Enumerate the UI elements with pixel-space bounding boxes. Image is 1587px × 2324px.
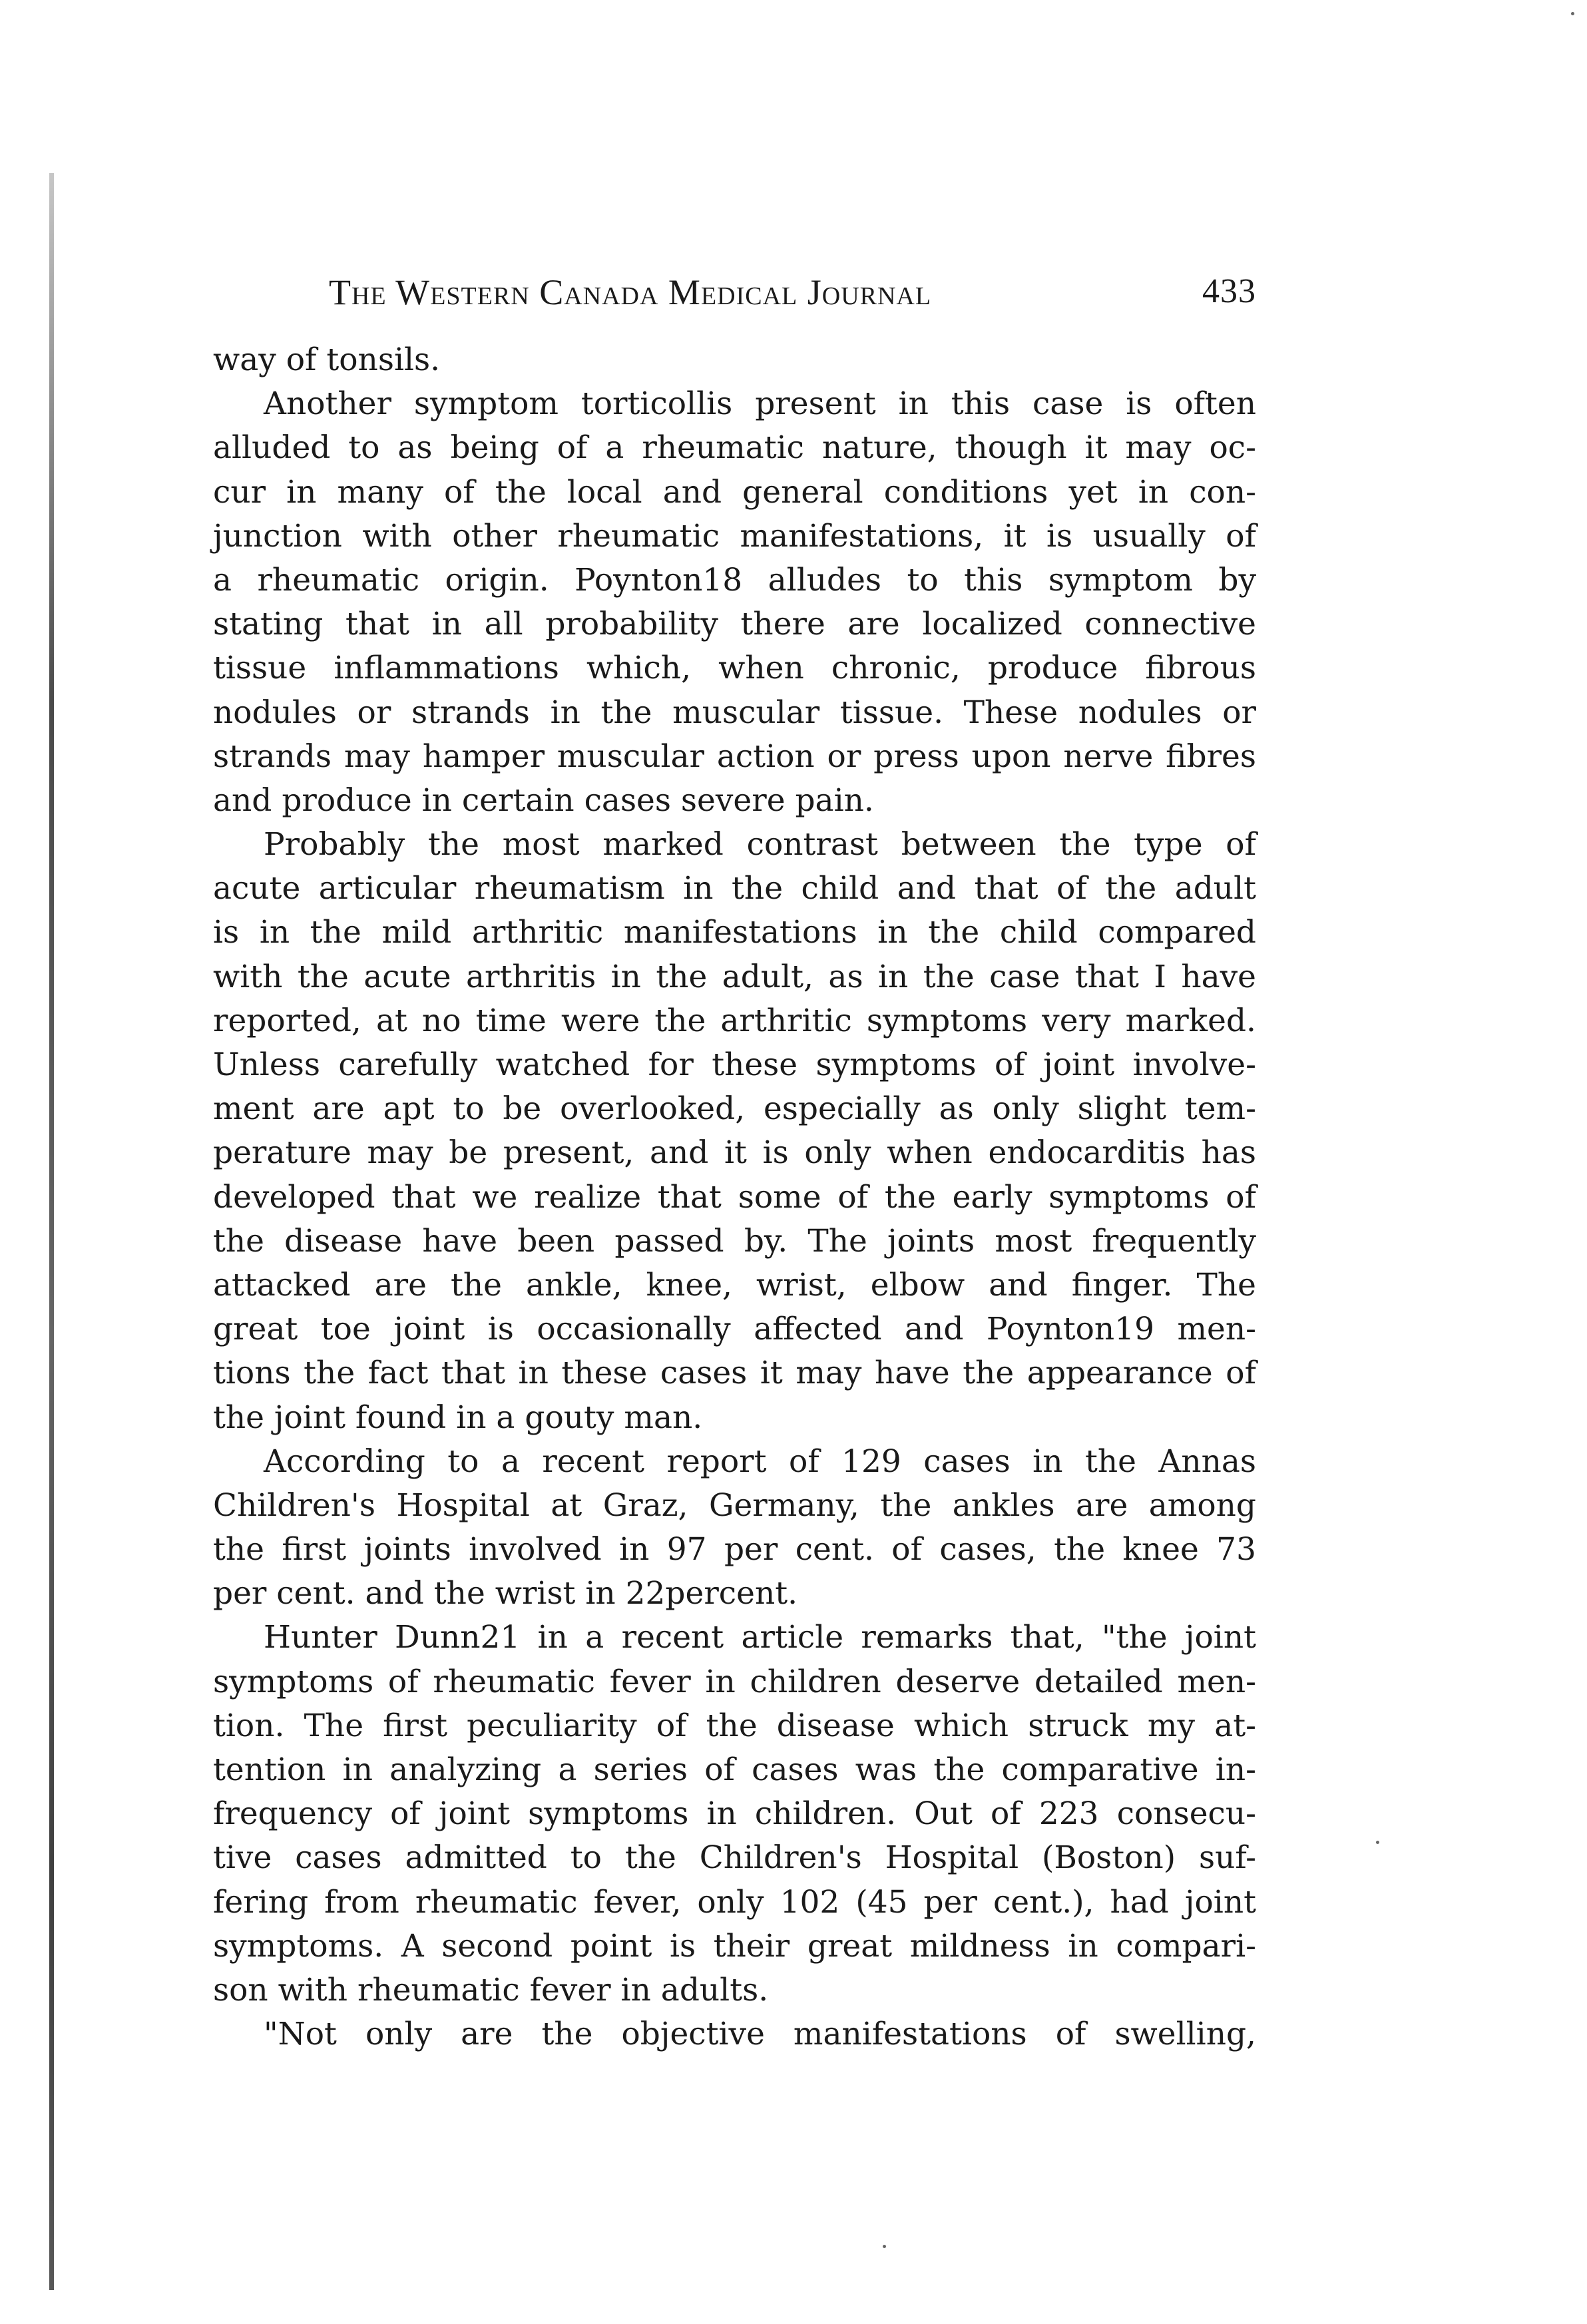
text-line: ment are apt to be overlooked, especially as only slight tem- xyxy=(213,1090,1256,1128)
text-line: tion. The first peculiarity of the disease which struck my at- xyxy=(213,1707,1256,1744)
text-line: Children's Hospital at Graz, Germany, the ankles are among xyxy=(213,1487,1256,1524)
page-number: 433 xyxy=(1202,272,1256,310)
text-line: perature may be present, and it is only when endocarditis has xyxy=(213,1134,1256,1172)
text-line: acute articular rheumatism in the child and that of the adult xyxy=(213,870,1256,907)
text-line: tention in analyzing a series of cases was the comparative in- xyxy=(213,1751,1256,1788)
text-line: Probably the most marked contrast between the type of xyxy=(264,826,1256,863)
text-line: frequency of joint symptoms in children. Out of 223 consecu- xyxy=(213,1795,1256,1833)
text-line: reported, at no time were the arthritic symptoms very marked. xyxy=(213,1002,1256,1039)
scan-binding-edge xyxy=(49,173,54,2290)
text-line: is in the mild arthritic manifestations in the child compared xyxy=(213,914,1256,951)
text-line: the first joints involved in 97 per cent. of cases, the knee 73 xyxy=(213,1531,1256,1568)
text-line: per cent. and the wrist in 22percent. xyxy=(213,1575,798,1612)
text-line: alluded to as being of a rheumatic nature, though it may oc- xyxy=(213,429,1256,467)
text-line: son with rheumatic fever in adults. xyxy=(213,1971,769,2008)
text-line: According to a recent report of 129 cases in the Annas xyxy=(264,1443,1256,1480)
text-line: "Not only are the objective manifestations of swelling, xyxy=(264,2016,1256,2053)
text-line: symptoms of rheumatic fever in children deserve detailed men- xyxy=(213,1663,1256,1700)
text-line: attacked are the ankle, knee, wrist, elbow and finger. The xyxy=(213,1266,1256,1303)
text-line: great toe joint is occasionally affected and Poynton19 men- xyxy=(213,1311,1256,1348)
scan-speck xyxy=(1571,12,1574,15)
text-line: and produce in certain cases severe pain. xyxy=(213,782,874,819)
text-line: tions the fact that in these cases it may have the appearance of xyxy=(213,1355,1256,1392)
text-line: tissue inflammations which, when chronic, produce fibrous xyxy=(213,650,1256,687)
text-line: junction with other rheumatic manifestations, it is usually of xyxy=(213,517,1256,555)
text-line: nodules or strands in the muscular tissue. These nodules or xyxy=(213,694,1256,731)
text-line: the joint found in a gouty man. xyxy=(213,1399,703,1436)
running-header xyxy=(329,272,1256,325)
scan-speck xyxy=(1376,1841,1379,1844)
text-line: Another symptom torticollis present in this case is often xyxy=(264,385,1256,423)
text-line: fering from rheumatic fever, only 102 (45 per cent.), had joint xyxy=(213,1883,1256,1921)
running-title: The Western Canada Medical Journal xyxy=(329,272,932,312)
text-line: with the acute arthritis in the adult, as in the case that I have xyxy=(213,958,1256,995)
text-line: way of tonsils. xyxy=(213,342,441,378)
text-line: stating that in all probability there are localized connective xyxy=(213,606,1256,643)
text-line: a rheumatic origin. Poynton18 alludes to this symptom by xyxy=(213,561,1256,598)
text-line: Unless carefully watched for these symptoms of joint involve- xyxy=(213,1046,1256,1083)
text-line: strands may hamper muscular action or press upon nerve fibres xyxy=(213,738,1256,775)
text-line: symptoms. A second point is their great mildness in compari- xyxy=(213,1927,1256,1965)
body-text xyxy=(213,338,1256,2056)
text-line: Hunter Dunn21 in a recent article remarks that, "the joint xyxy=(264,1619,1256,1656)
text-line: cur in many of the local and general conditions yet in con- xyxy=(213,473,1256,511)
scan-speck xyxy=(883,2245,886,2248)
text-line: tive cases admitted to the Children's Hospital (Boston) suf- xyxy=(213,1839,1256,1877)
text-line: developed that we realize that some of the early symptoms of xyxy=(213,1178,1256,1216)
text-line: the disease have been passed by. The joints most frequently xyxy=(213,1222,1256,1260)
